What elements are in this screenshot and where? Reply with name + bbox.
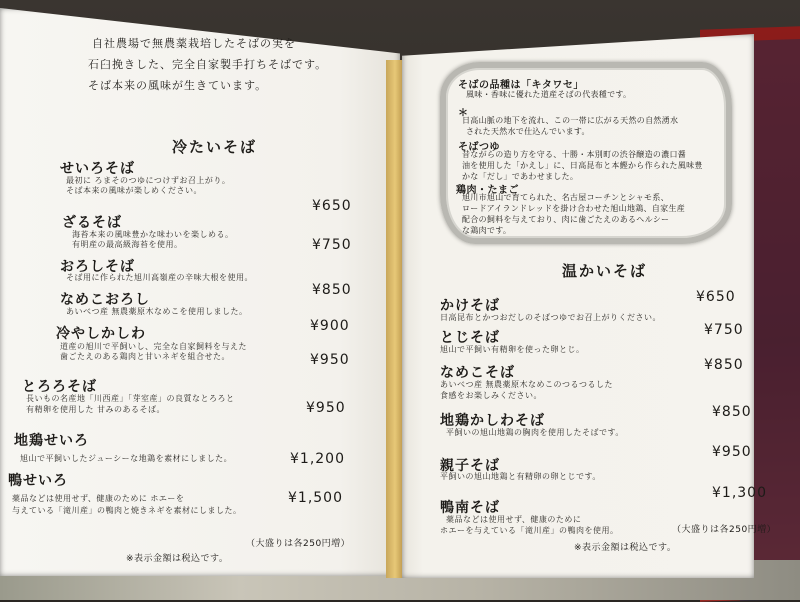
item-price: ¥900 <box>310 318 350 334</box>
info-line: 油を使用した「かえし」に、日高昆布と本鰹から作られた風味豊 <box>462 161 703 170</box>
item-desc: そば本来の風味が楽しめください。 <box>66 186 202 195</box>
info-head: そばつゆ <box>458 142 500 153</box>
item-desc: 食感をお楽しみください。 <box>440 391 542 400</box>
intro-line-1: 自社農場で無農薬栽培したそばの実を <box>92 37 296 50</box>
item-name-nameko-oroshi: なめこおろし <box>60 292 150 308</box>
info-line: ロードアイランドレッドを掛け合わせた旭山地鶏、自家生産 <box>462 204 686 213</box>
item-desc: 薬品などは使用せず、健康のために ホエーを <box>12 494 185 503</box>
item-name-tororo: とろろそば <box>22 379 97 395</box>
item-price: ¥650 <box>696 289 736 305</box>
item-desc: ホエーを与えている「滝川産」の鴨肉を使用。 <box>440 526 619 535</box>
intro-line-2: 石臼挽きした、完全自家製手打ちそばです。 <box>88 58 328 71</box>
item-name-seiro: せいろそば <box>60 161 135 177</box>
item-price: ¥950 <box>712 444 752 460</box>
item-name-jidori-seiro: 地鶏せいろ <box>14 433 89 449</box>
info-line: された天然水で仕込んでいます。 <box>466 127 590 136</box>
item-desc: 道産の旭川で平飼いし、完全な自家飼料を与えた <box>60 342 247 351</box>
item-price: ¥750 <box>704 322 744 338</box>
item-name-zaru: ざるそば <box>62 215 122 231</box>
item-price: ¥1,300 <box>712 485 767 501</box>
item-desc: 有明産の最高級海苔を使用。 <box>72 240 183 249</box>
menu-spine <box>386 60 404 578</box>
item-price: ¥850 <box>312 282 352 298</box>
info-head: 鶏肉・たまご <box>456 185 519 196</box>
item-desc: 有精卵を使用した 甘みのあるそば。 <box>26 405 166 414</box>
item-price: ¥950 <box>310 352 350 368</box>
item-desc: 薬品などは使用せず、健康のために <box>446 515 582 524</box>
item-desc: あいべつ産 無農薬原木なめこを使用しました。 <box>66 307 248 316</box>
section-title-cold: 冷たいそば <box>172 138 258 156</box>
tax-note: ※表示金額は税込です。 <box>126 554 229 564</box>
item-price: ¥1,500 <box>288 490 343 506</box>
item-desc: 平飼いの旭山地鶏の胸肉を使用したそばです。 <box>446 428 624 437</box>
info-line: 風味・香味に優れた道産そばの代表種です。 <box>466 90 632 99</box>
item-price: ¥1,200 <box>290 451 345 467</box>
item-desc: 旭山で平飼い有精卵を使った卵とじ。 <box>440 345 585 354</box>
item-desc: 日高昆布とかつおだしのそばつゆでお召上がりください。 <box>440 313 661 322</box>
item-desc: 海苔本来の風味豊かな味わいを楽しめる。 <box>72 230 234 239</box>
item-price: ¥650 <box>312 198 352 214</box>
info-line: な鶏肉です。 <box>462 226 512 235</box>
item-price: ¥850 <box>712 404 752 420</box>
info-head: ＊ <box>458 108 469 119</box>
item-name-kamonan: 鴨南そば <box>440 500 500 516</box>
item-desc: 歯ごたえのある鶏肉と甘いネギを組合せた。 <box>60 352 230 361</box>
item-desc: 与えている「滝川産」の鴨肉と焼きネギを素材にしました。 <box>12 506 242 515</box>
item-name-kamo-seiro: 鴨せいろ <box>8 473 68 489</box>
item-name-kake: かけそば <box>440 298 500 314</box>
item-name-toji: とじそば <box>440 330 500 346</box>
info-line: 旭川市旭山で育てられた、名古屋コーチンとシャモ系、 <box>462 193 669 202</box>
info-line: かな「だし」であわせました。 <box>462 172 579 181</box>
info-head: そばの品種は「キタワセ」 <box>458 80 584 91</box>
item-price: ¥950 <box>306 400 346 416</box>
info-line: 日高山脈の地下を流れ、この一帯に広がる天然の自然湧水 <box>462 116 679 125</box>
item-name-jidori-kashiwa: 地鶏かしわそば <box>440 413 545 429</box>
tax-note: ※表示金額は税込です。 <box>574 543 677 553</box>
item-desc: あいべつ産 無農薬原木なめこのつるつるした <box>440 380 613 389</box>
item-name-oyako: 親子そば <box>440 458 500 474</box>
item-price: ¥850 <box>704 357 744 373</box>
item-desc: 最初に ろまそのつゆにつけずお召上がり。 <box>66 176 231 185</box>
item-desc: 平飼いの旭山地鶏と有精卵の卵とじです。 <box>440 472 601 481</box>
item-name-hiyashi-kashiwa: 冷やしかしわ <box>56 326 146 342</box>
section-title-hot: 温かいそば <box>562 262 648 280</box>
large-portion-note: （大盛りは各250円増） <box>672 525 777 535</box>
item-name-nameko: なめこそば <box>440 365 515 381</box>
item-desc: 長いもの名産地「川西産」「芽室産」の良質なとろろと <box>26 394 235 403</box>
item-name-oroshi: おろしそば <box>60 259 135 275</box>
item-desc: そば用に作られた旭川高嶺産の辛味大根を使用。 <box>66 273 253 282</box>
info-line: 昔ながらの造り方を守る、十勝・本別町の渋谷醸造の濃口醤 <box>462 150 687 159</box>
info-line: 配合の飼料を与えており、肉に歯ごたえのあるヘルシー <box>462 215 670 224</box>
item-price: ¥750 <box>312 237 352 253</box>
large-portion-note: （大盛りは各250円増） <box>246 539 351 549</box>
item-desc: 旭山で平飼いしたジューシーな地鶏を素材にしました。 <box>20 454 233 463</box>
intro-line-3: そば本来の風味が生きています。 <box>88 79 268 92</box>
